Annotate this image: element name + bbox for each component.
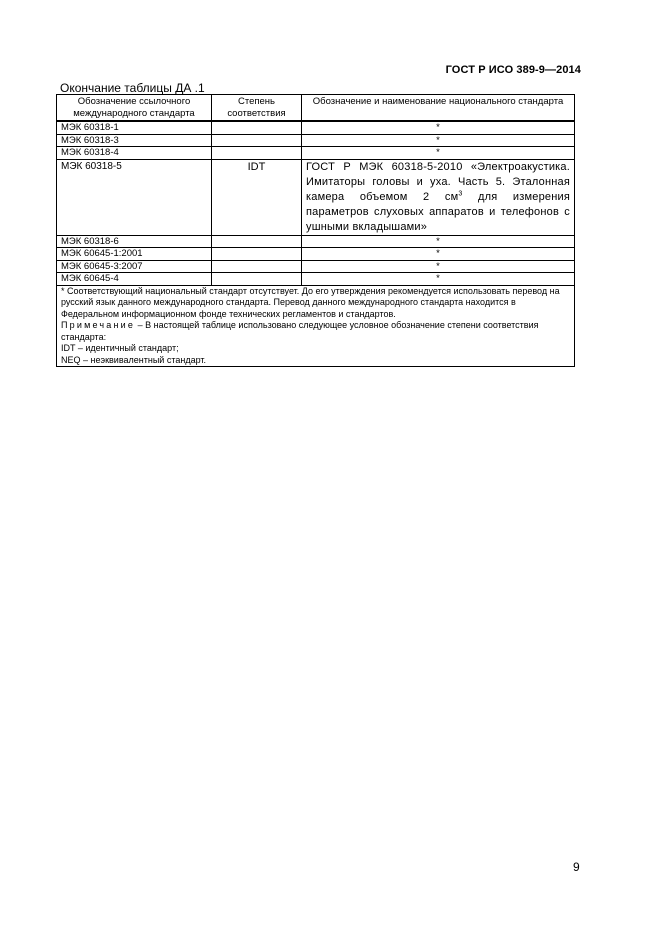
degree-cell [212,248,302,261]
degree-cell [212,121,302,134]
correspondence-table [56,94,575,367]
degree-cell [212,134,302,147]
table-row [57,147,575,160]
reference-standard-cell: МЭК 60645-3:2007 [57,260,212,273]
national-standard-cell: * [302,260,575,273]
document-standard-code: ГОСТ Р ИСО 389-9—2014 [445,64,581,76]
national-standard-cell: * [302,248,575,261]
note-label: Примечание [61,320,136,330]
national-standard-cell: * [302,273,575,286]
national-standard-cell: * [302,147,575,160]
column-header-degree: Степень соответствия [212,95,302,122]
asterisk-footnote: * Соответствующий национальный стандарт отсутствует. До его утверждения рекомендуется использовать перевод на русский язык данного международного стандарта. Перевод данного международного стандарта находится в Федеральном информационном фонде технических регламентов и стандартов. [61,285,560,319]
national-standard-cell: * [302,235,575,248]
table-row [57,121,575,134]
table-caption: Окончание таблицы ДА .1 [60,81,205,95]
page-number: 9 [573,860,580,874]
table-row [57,260,575,273]
table-row [57,273,575,286]
note-text: – В настоящей таблице использовано следующее условное обозначение степени соответствия стандарта: [61,320,539,342]
national-standard-cell [302,159,575,235]
neq-definition: NEQ – неэквивалентный стандарт. [61,354,207,365]
reference-standard-cell: МЭК 60318-3 [57,134,212,147]
table-footnote [57,285,575,367]
table-footnote-row [57,285,575,367]
degree-cell [212,273,302,286]
reference-standard-cell: МЭК 60645-1:2001 [57,248,212,261]
note-paragraph [61,320,570,343]
column-header-national-standard: Обозначение и наименование национального стандарта [302,95,575,122]
table-header-row [57,95,575,122]
table-row [57,159,575,235]
reference-standard-cell: МЭК 60318-6 [57,235,212,248]
column-header-reference-standard: Обозначение ссылочного международного стандарта [57,95,212,122]
superscript-exponent: 3 [458,189,463,197]
reference-standard-cell: МЭК 60645-4 [57,273,212,286]
national-standard-cell: * [302,121,575,134]
degree-cell [212,147,302,160]
degree-cell: IDT [212,159,302,235]
national-standard-title: ГОСТ Р МЭК 60318-5-2010 «Электроакустика. Имитаторы головы и уха. Часть 5. Эталонная камера объемом 2 см [306,160,570,203]
reference-standard-cell: МЭК 60318-5 [57,159,212,235]
reference-standard-cell: МЭК 60318-4 [57,147,212,160]
degree-cell [212,235,302,248]
idt-definition: IDT – идентичный стандарт; [61,343,179,353]
reference-standard-cell: МЭК 60318-1 [57,121,212,134]
degree-cell [212,260,302,273]
table-row [57,134,575,147]
national-standard-title-continued: для измерения параметров слуховых аппаратов и телефонов с ушными вкладышами» [306,190,570,233]
national-standard-cell: * [302,134,575,147]
table-row [57,235,575,248]
table-row [57,248,575,261]
